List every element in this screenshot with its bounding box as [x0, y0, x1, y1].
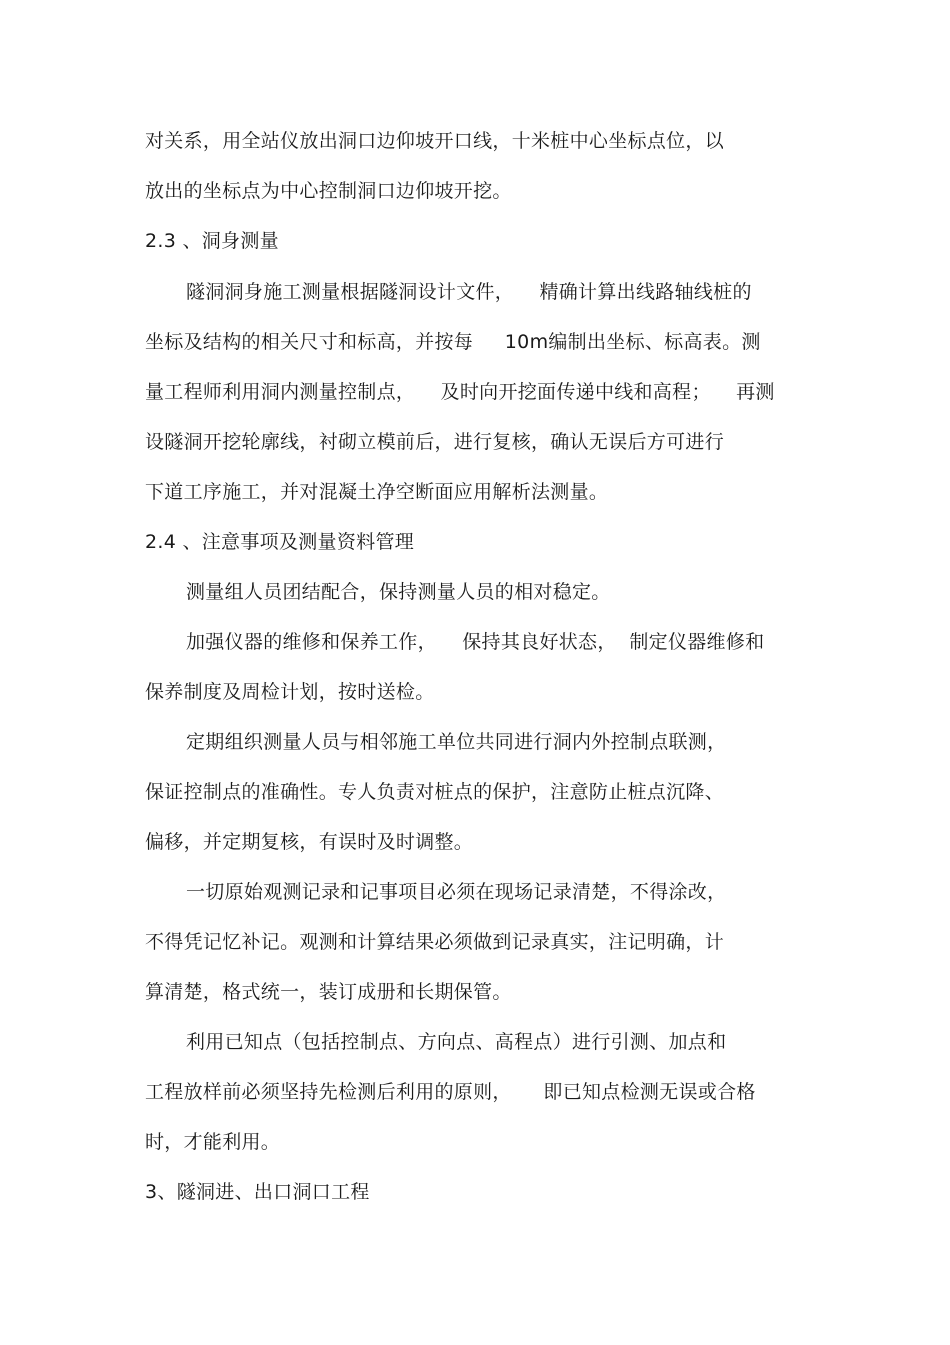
section-heading: 2.3 、洞身测量 — [145, 230, 279, 252]
paragraph-line: 量工程师利用洞内测量控制点， 及时向开挖面传递中线和高程； 再测 — [145, 381, 775, 403]
paragraph-line: 一切原始观测记录和记事项目必须在现场记录清楚，不得涂改， — [186, 881, 727, 903]
paragraph-line: 测量组人员团结配合，保持测量人员的相对稳定。 — [186, 581, 611, 603]
section-heading: 3、隧洞进、出口洞口工程 — [145, 1181, 370, 1203]
paragraph-line: 不得凭记忆补记。观测和计算结果必须做到记录真实，注记明确，计 — [145, 931, 725, 953]
paragraph-line: 偏移，并定期复核，有误时及时调整。 — [145, 831, 474, 853]
paragraph-line: 工程放样前必须坚持先检测后利用的原则， 即已知点检测无误或合格 — [145, 1081, 756, 1103]
paragraph-line: 设隧洞开挖轮廓线，衬砌立模前后，进行复核，确认无误后方可进行 — [145, 431, 725, 453]
paragraph-line: 利用已知点（包括控制点、方向点、高程点）进行引测、加点和 — [186, 1031, 727, 1053]
paragraph-line: 时，才能利用。 — [145, 1131, 281, 1153]
section-heading: 2.4 、注意事项及测量资料管理 — [145, 531, 415, 553]
paragraph-line: 保养制度及周检计划，按时送检。 — [145, 681, 435, 703]
paragraph-line: 加强仪器的维修和保养工作， 保持其良好状态， 制定仪器维修和 — [186, 631, 765, 653]
paragraph-line: 隧洞洞身施工测量根据隧洞设计文件， 精确计算出线路轴线桩的 — [186, 281, 752, 303]
paragraph-line: 保证控制点的准确性。专人负责对桩点的保护，注意防止桩点沉降、 — [145, 781, 725, 803]
paragraph-line: 算清楚，格式统一，装订成册和长期保管。 — [145, 981, 512, 1003]
paragraph-line: 定期组织测量人员与相邻施工单位共同进行洞内外控制点联测， — [186, 731, 727, 753]
paragraph-line: 对关系，用全站仪放出洞口边仰坡开口线，十米桩中心坐标点位，以 — [145, 130, 725, 152]
paragraph-line: 放出的坐标点为中心控制洞口边仰坡开挖。 — [145, 180, 512, 202]
paragraph-line: 下道工序施工，并对混凝土净空断面应用解析法测量。 — [145, 481, 609, 503]
paragraph-line: 坐标及结构的相关尺寸和标高，并按每 10m编制出坐标、标高表。测 — [145, 331, 761, 353]
